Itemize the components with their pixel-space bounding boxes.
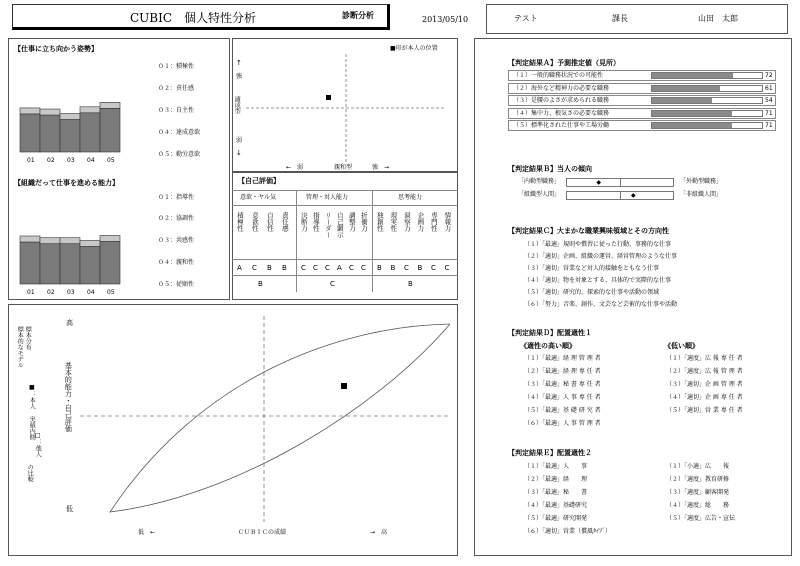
self-eval-column-label: 現実性: [389, 212, 398, 232]
dist-x-right: → 高: [370, 529, 388, 536]
dist-x-label: ＣＵＢＩＣの成績: [238, 529, 287, 536]
self-eval-column-label: 独創性: [375, 212, 384, 232]
self-eval-grade: C: [361, 264, 366, 272]
result-a-track: [651, 97, 763, 104]
org-bar: [80, 246, 100, 284]
result-a-label: （４）集中力、根気さの必要な職務: [513, 109, 610, 117]
self-eval-column-label: 決断力: [299, 212, 308, 232]
dist-y-top: 高: [66, 319, 73, 327]
adapt-y-strong: 強: [236, 73, 243, 80]
dist-self-marker: [341, 383, 347, 389]
result-d-item: （３）「最適」秘 書 専 任 者: [524, 381, 601, 388]
result-a-label: （３）是腰のよさが求められる職務: [513, 97, 610, 104]
adapt-y-mid: 適成型: [233, 96, 241, 114]
self-eval-grade: C: [431, 264, 436, 272]
self-eval-divider: [372, 190, 373, 292]
result-a-row: [508, 95, 776, 106]
attitude-item: ０５：勤労意欲: [158, 151, 201, 158]
self-eval-column-label: 意欲性: [250, 212, 259, 232]
result-d-item: （５）「最適」基 礎 研 究 者: [524, 407, 601, 414]
self-eval-grade: C: [444, 264, 450, 272]
result-d-item: （４）「適切」企 画 専 任 者: [666, 394, 743, 401]
result-d-item: （４）「最適」人 事 専 任 者: [524, 394, 601, 401]
org-title: 【組織だって仕事を進める能力】: [14, 179, 119, 187]
result-b-table: [508, 178, 776, 206]
self-eval-summary: [232, 276, 458, 292]
summary-grade: B: [408, 280, 413, 288]
result-a-table: [508, 70, 776, 134]
self-eval-column-label: 積極性: [235, 212, 244, 232]
result-b-scale: [566, 178, 674, 187]
result-c-item: （６）「努力」音楽、創作、文芸など芸術的な仕事や活動: [524, 301, 678, 308]
attitude-item: ０２：責任感: [158, 85, 195, 92]
adapt-legend: ■印が本人の位置: [390, 45, 438, 52]
attitude-item: ０３：自主性: [158, 107, 195, 114]
result-b-left: 「内勤型職務」: [518, 178, 561, 185]
result-c-item: （３）「適切」営業など対人的接触をともなう仕事: [524, 265, 660, 272]
result-a-track: [651, 72, 763, 79]
attitude-bar-top: [20, 108, 40, 114]
org-item: ０５：従順性: [158, 281, 195, 288]
adapt-x-mid: 親和型: [334, 164, 353, 171]
result-d-item: （２）「最適」経 理 専 任 者: [524, 368, 601, 375]
org-bar: [60, 244, 80, 284]
result-c-item: （２）「適切」企画、組織の運営、経営管理のような仕事: [524, 253, 678, 260]
org-item: ０２：協調性: [158, 215, 195, 222]
org-x-label: 02: [47, 289, 55, 296]
self-eval-header: 管理・対人能力: [306, 194, 349, 201]
attitude-item: ０４：達成意欲: [158, 129, 201, 136]
self-eval-column-label: 折衝力: [359, 212, 368, 232]
org-item: ０４：親和性: [158, 259, 195, 266]
result-a-value: 71: [765, 122, 773, 129]
attitude-x-label: 03: [67, 157, 75, 164]
self-eval-header: 思考能力: [398, 194, 423, 201]
result-a-value: 54: [765, 97, 773, 104]
self-eval-grade: B: [390, 264, 396, 272]
dist-legend: 標本分布: [24, 326, 32, 350]
result-e-item: （２）「適度」教育研修: [666, 476, 730, 483]
org-x-label: 01: [27, 289, 35, 296]
adapt-x-left: ← 弱: [286, 164, 304, 171]
attitude-x-label: 05: [107, 157, 115, 164]
result-b-midline: [620, 192, 621, 199]
result-b-midline: [620, 179, 621, 186]
result-a-bar: [652, 86, 720, 91]
result-b-marker: ◆: [596, 179, 602, 186]
result-c-item: （４）「適切」物を対象とする、具体的で実際的な仕事: [524, 277, 672, 284]
distribution-plot: [80, 316, 450, 522]
org-bar-top: [80, 240, 100, 246]
adapt-self-marker: [326, 95, 331, 100]
self-eval-grade: C: [252, 264, 257, 272]
result-e-item: （３）「最適」秘 書: [524, 489, 588, 496]
diagnosis-tab: 診断分析: [342, 11, 374, 20]
result-a-value: 71: [765, 109, 773, 117]
attitude-bar-top: [40, 109, 60, 115]
result-c-item: （１）「最適」規則や慣習に従った行動、事務的な仕事: [524, 241, 672, 248]
self-eval-column-label: 専門性: [429, 212, 438, 232]
org-bar-chart: [16, 224, 136, 300]
self-eval-grade: C: [301, 264, 306, 272]
org-item: ０３：共感性: [158, 237, 195, 244]
report-date: 2013/05/10: [422, 15, 469, 24]
self-eval-grade: C: [404, 264, 409, 272]
result-d-item: （２）「適度」広 報 管 理 者: [666, 368, 743, 375]
result-a-bar: [652, 111, 732, 116]
result-b-marker: ◆: [630, 192, 636, 199]
self-eval-divider: [296, 190, 297, 292]
header-bar: [12, 4, 788, 34]
dist-legend: ■：本人 実績内側: [28, 384, 36, 440]
result-a-title: 【判定結果Ａ】予測推定値（見所）: [508, 59, 620, 67]
result-a-track: [651, 85, 763, 92]
self-eval-column-label: 責任感: [280, 212, 289, 232]
self-eval-grade: B: [417, 264, 423, 272]
attitude-item: ０１：積極性: [158, 63, 195, 70]
org-x-label: 04: [87, 289, 95, 296]
org-bar-top: [60, 238, 80, 244]
adapt-y-weak: 弱: [236, 137, 243, 144]
adapt-y-bottom: ↓: [236, 149, 242, 157]
result-a-track: [651, 122, 763, 129]
result-c-title: 【判定結果Ｃ】大まかな職業興味領域とその方向性: [508, 227, 669, 235]
self-eval-grades: [232, 260, 458, 276]
result-d-item: （１）「適度」広 報 専 任 者: [666, 355, 743, 362]
self-eval-column-label: 調整力: [347, 212, 356, 232]
self-eval-column-label: 企画力: [416, 212, 425, 232]
attitude-bar-top: [60, 114, 80, 120]
result-e-item: （１）「小適」広 報: [666, 463, 730, 470]
self-eval-grade: C: [325, 264, 330, 272]
org-bar: [100, 241, 120, 284]
result-e-item: （２）「最適」経 理: [524, 476, 588, 483]
attitude-x-label: 04: [87, 157, 95, 164]
dist-x-left: 低 ←: [138, 529, 156, 536]
dist-ellipse: [110, 324, 450, 512]
result-d-high-title: 《適性の高い順》: [520, 342, 576, 350]
result-e-item: （３）「適度」顧客開発: [666, 489, 730, 496]
attitude-bar-top: [100, 102, 120, 108]
attitude-bar-chart: [16, 92, 136, 166]
result-a-bar: [652, 123, 732, 128]
self-eval-grade: A: [337, 264, 342, 272]
dist-y-bottom: 低: [66, 505, 73, 513]
page-title: CUBIC 個人特性分析: [130, 11, 257, 25]
attitude-bar: [20, 114, 40, 152]
adapt-x-right: 強 →: [372, 164, 390, 171]
result-a-bar: [652, 98, 712, 103]
result-d-item: （６）「最適」人 事 管 理 者: [524, 420, 601, 427]
result-a-label: （２）海外など精神力の必要な職務: [513, 84, 610, 92]
result-e-item: （４）「最適」基礎研究: [524, 502, 588, 509]
org-x-label: 03: [67, 289, 75, 296]
attitude-x-label: 02: [47, 157, 55, 164]
org-bar-top: [20, 236, 40, 242]
result-a-value: 72: [765, 72, 773, 79]
result-b-title: 【判定結果Ｂ】当人の傾向: [508, 165, 592, 173]
adapt-plot: [246, 54, 446, 162]
attitude-bar: [80, 113, 100, 152]
result-b-scale: [566, 191, 674, 200]
self-eval-grade: B: [377, 264, 382, 272]
self-eval-column-label: 自信性: [265, 212, 274, 232]
result-e-item: （６）「適切」営業（償風ﾀｲﾌﾟ）: [524, 528, 612, 535]
result-d-item: （３）「適切」企 画 管 理 者: [666, 381, 743, 388]
org-bar-top: [40, 238, 60, 244]
result-b-right: 「外勤型職務」: [680, 178, 723, 185]
dist-legend: 標本的なモデル: [16, 326, 24, 368]
self-eval-columns: [232, 206, 458, 260]
result-a-label: （１）一般的職務状況での可能性: [513, 72, 604, 79]
self-eval-grade: C: [349, 264, 354, 272]
self-eval-grade: A: [237, 264, 242, 272]
self-eval-grade: B: [267, 264, 272, 272]
result-d-item: （５）「適切」営 業 専 任 者: [666, 407, 743, 414]
org-item: ０１：指導性: [158, 194, 195, 201]
result-b-left: 「組織型人間」: [518, 191, 561, 198]
self-eval-grade: C: [313, 264, 318, 272]
attitude-x-label: 01: [27, 157, 35, 164]
dist-legend: の比較: [26, 464, 34, 482]
position-label: 課長: [612, 14, 628, 23]
attitude-title: 【仕事に立ち向かう姿勢】: [14, 45, 98, 53]
result-d-title: 【判定結果Ｄ】配置適性１: [508, 329, 592, 337]
self-eval-column-label: 洞察力: [402, 212, 411, 232]
result-a-row: [508, 83, 776, 94]
dist-y-label: 基本的能力・自己評価: [64, 362, 73, 432]
result-d-low-title: 《低い順》: [664, 342, 699, 350]
summary-grade: B: [258, 280, 263, 288]
summary-grade: C: [330, 280, 335, 288]
org-bar-top: [100, 235, 120, 241]
result-e-title: 【判定結果Ｅ】配置適性２: [508, 449, 592, 457]
attitude-bar-top: [80, 107, 100, 113]
self-eval-column-label: 自己顕示: [335, 212, 344, 238]
org-bar: [20, 242, 40, 284]
org-x-label: 05: [107, 289, 115, 296]
self-eval-table: [232, 190, 458, 296]
result-d-item: （１）「最適」経 理 管 理 者: [524, 355, 601, 362]
attitude-bar: [100, 108, 120, 152]
result-a-track: [651, 110, 763, 117]
result-e-item: （１）「最適」人 事: [524, 463, 588, 470]
self-eval-column-label: 情報力: [443, 212, 452, 232]
dist-legend: □：他人: [34, 432, 42, 457]
self-eval-column-label: リーダー: [323, 212, 332, 238]
org-bar: [40, 244, 60, 284]
self-eval-header-row: [232, 190, 458, 206]
result-e-item: （５）「最適」研究開発: [524, 515, 588, 522]
test-label: テスト: [514, 14, 538, 23]
self-eval-header: 意欲・ヤル気: [240, 194, 276, 201]
result-a-row: [508, 108, 776, 119]
attitude-bar: [40, 115, 60, 152]
person-name: 山田 太郎: [698, 14, 738, 23]
result-a-row: [508, 120, 776, 131]
result-c-item: （５）「適切」研究的、探索的な仕事や活動の領域: [524, 289, 660, 296]
result-e-item: （４）「適度」総 務: [666, 502, 730, 509]
self-eval-column-label: 指導性: [311, 212, 320, 232]
result-a-label: （５）標準化された仕事や工場労働: [513, 122, 610, 129]
adapt-y-top: ↑: [236, 59, 242, 67]
result-a-bar: [652, 73, 733, 78]
result-e-item: （５）「適度」広告・宣伝: [666, 515, 736, 522]
result-a-value: 61: [765, 84, 773, 92]
result-b-right: 「非組織人間」: [680, 191, 723, 198]
result-a-row: [508, 70, 776, 81]
self-eval-title: 【自己評価】: [238, 177, 280, 185]
self-eval-grade: B: [282, 264, 287, 272]
attitude-bar: [60, 120, 80, 152]
